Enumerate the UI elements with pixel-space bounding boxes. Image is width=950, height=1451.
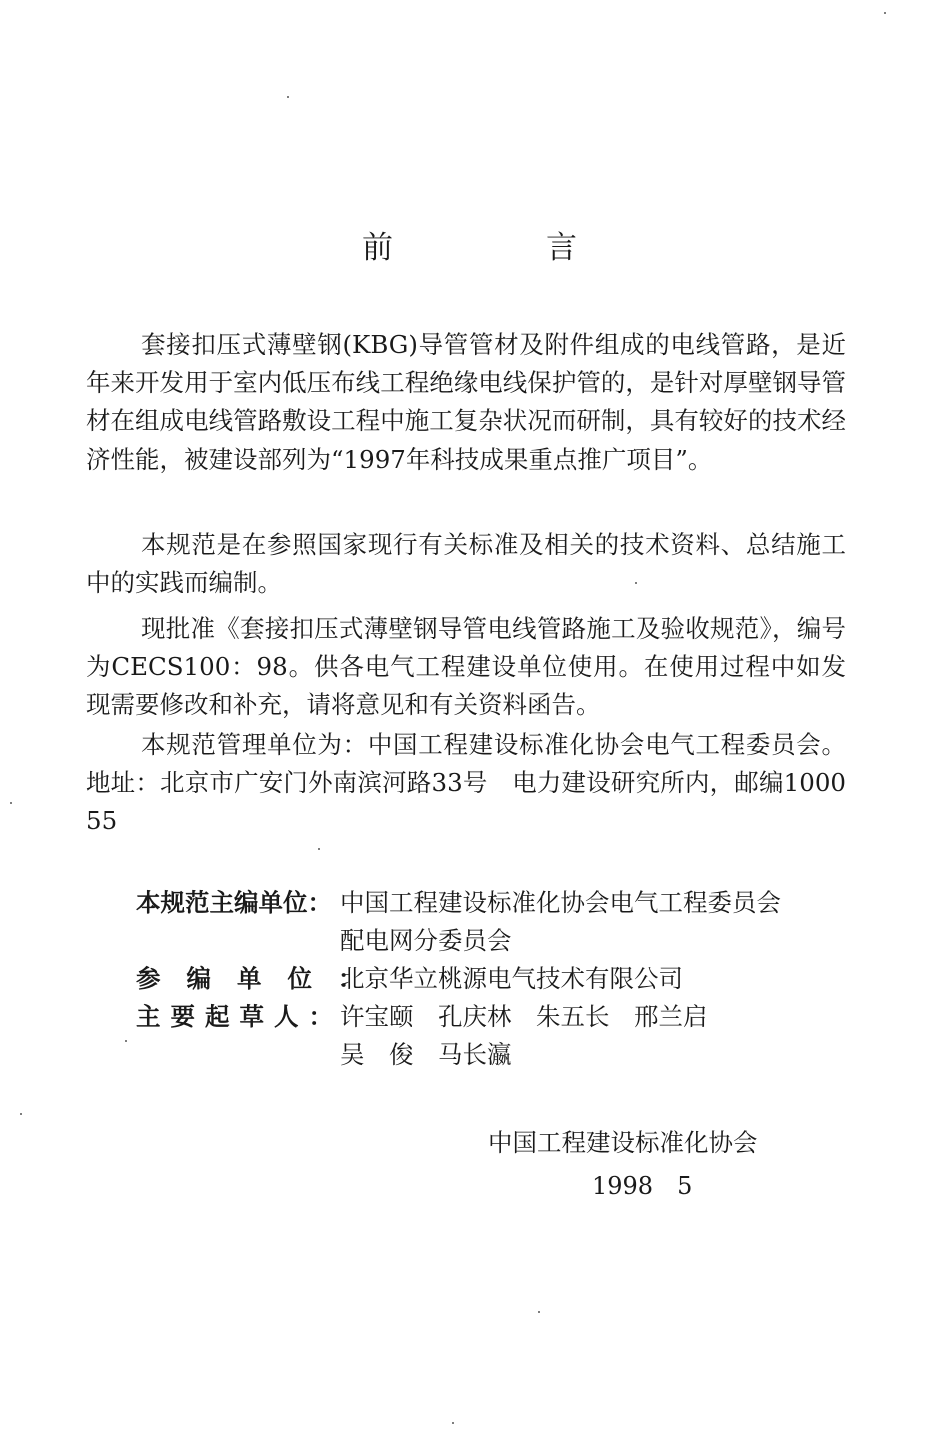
participant-label: 参编单位： [136, 964, 389, 993]
title-char-1: 前 [362, 230, 395, 266]
credits-block [136, 884, 856, 1074]
drafters-value-continued: 吴 俊 马长瀛 [340, 1040, 512, 1069]
editor-value-continued: 配电网分委员会 [340, 926, 512, 955]
paragraph-management: 本规范管理单位为：中国工程建设标准化协会电气工程委员会。地址：北京市广安门外南滨河路33号 电力建设研究所内，邮编100055 [86, 730, 846, 836]
scan-speck [10, 802, 12, 804]
credit-row-drafters [136, 998, 856, 1036]
credit-row-editor [136, 884, 856, 922]
drafters-label: 主要起草人： [136, 1002, 343, 1031]
scan-speck [287, 96, 289, 98]
scan-speck [635, 582, 637, 584]
title-char-2: 言 [546, 230, 579, 266]
scan-speck [452, 1422, 454, 1424]
scan-speck [318, 848, 320, 850]
signature-date: 1998 5 [592, 1172, 693, 1200]
editor-label: 本规范主编单位： [136, 888, 332, 917]
paragraph-intro: 套接扣压式薄壁钢(KBG)导管管材及附件组成的电线管路，是近年来开发用于室内低压布线工程绝缘电线保护管的，是针对厚壁钢导管材在组成电线管路敷设工程中施工复杂状况而研制，具有较好的技术经济性能，被建设部列为“1997年科技成果重点推广项目”。 [86, 330, 846, 474]
drafters-value: 许宝颐 孔庆林 朱五长 邢兰启 [340, 1002, 708, 1031]
signature-organization: 中国工程建设标准化协会 [488, 1128, 758, 1157]
scan-speck [20, 1113, 22, 1115]
credit-row-participant [136, 960, 856, 998]
scan-speck [884, 12, 886, 14]
editor-value: 中国工程建设标准化协会电气工程委员会 [340, 888, 781, 917]
participant-value: 北京华立桃源电气技术有限公司 [340, 964, 683, 993]
paragraph-basis: 本规范是在参照国家现行有关标准及相关的技术资料、总结施工中的实践而编制。 [86, 530, 846, 598]
paragraph-approval: 现批准《套接扣压式薄壁钢导管电线管路施工及验收规范》，编号为CECS100：98。供各电气工程建设单位使用。在使用过程中如发现需要修改和补充，请将意见和有关资料函告。 [86, 614, 846, 720]
scan-speck [125, 1040, 127, 1042]
scan-speck [538, 1311, 540, 1313]
